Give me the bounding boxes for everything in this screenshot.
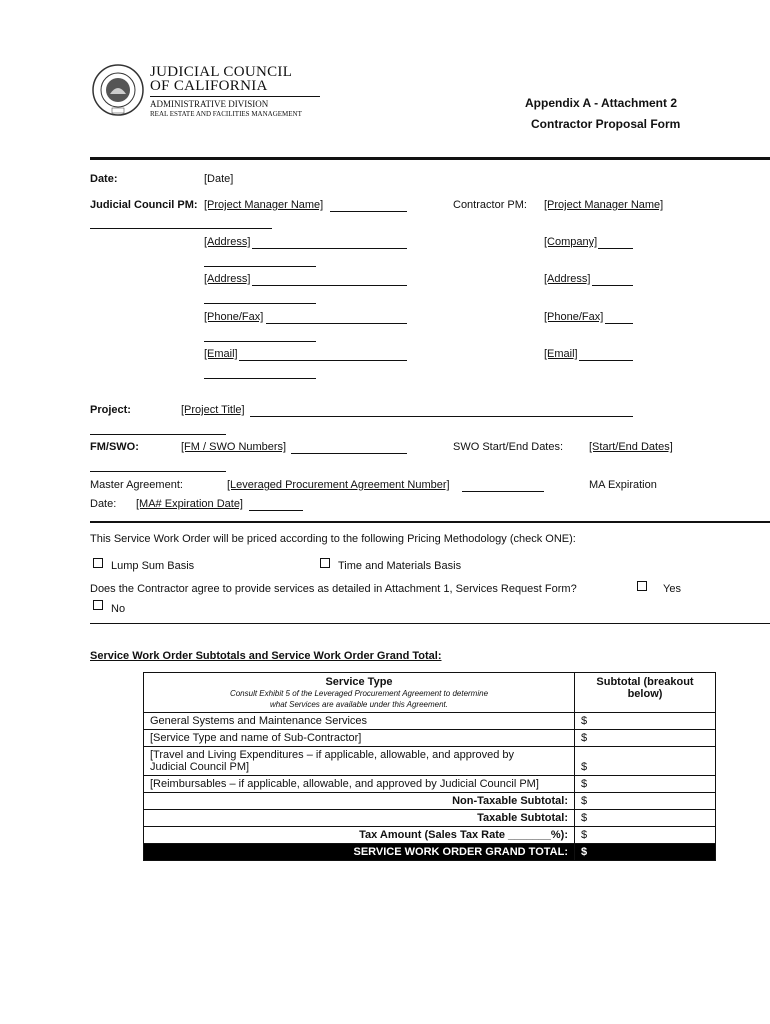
fill-line — [330, 211, 407, 212]
taxable-amount[interactable]: $ — [575, 810, 716, 827]
non-taxable-amount[interactable]: $ — [575, 793, 716, 810]
fmswo-value[interactable]: [FM / SWO Numbers] — [181, 441, 287, 453]
doc-subtitle: Contractor Proposal Form — [531, 117, 681, 131]
grand-total-label: SERVICE WORK ORDER GRAND TOTAL: — [144, 844, 575, 861]
section-divider — [90, 157, 770, 160]
fill-line — [598, 248, 633, 249]
tax-amount-value[interactable]: $ — [575, 827, 716, 844]
fill-line — [250, 416, 633, 417]
table-row — [144, 730, 716, 747]
row-label[interactable]: [Service Type and name of Sub-Contractor] — [144, 730, 575, 747]
fill-line — [249, 510, 303, 511]
contractor-address[interactable]: [Address] — [544, 273, 591, 285]
fill-line — [252, 248, 407, 249]
section-divider — [90, 521, 770, 523]
yes-checkbox[interactable] — [637, 581, 647, 591]
yes-label: Yes — [663, 583, 681, 595]
fill-line — [90, 228, 272, 229]
fill-line — [90, 471, 226, 472]
fill-line — [204, 378, 316, 379]
row-label[interactable] — [144, 747, 575, 776]
jc-address-2[interactable]: [Address] — [204, 273, 251, 285]
tax-amount-label: Tax Amount (Sales Tax Rate _______%): — [144, 827, 575, 844]
row-label-line1: [Travel and Living Expenditures – if applicable, allowable, and approved by — [150, 749, 515, 761]
fill-line — [90, 434, 226, 435]
jc-phone[interactable]: [Phone/Fax] — [204, 311, 264, 323]
fill-line — [462, 491, 544, 492]
service-totals-table — [143, 672, 716, 861]
no-checkbox[interactable] — [93, 600, 103, 610]
fill-line — [204, 341, 316, 342]
org-name-line1: JUDICIAL COUNCIL — [150, 64, 293, 80]
grand-total-amount[interactable]: $ — [575, 844, 716, 861]
swo-dates-value[interactable]: [Start/End Dates] — [589, 441, 673, 453]
contractor-company[interactable]: [Company] — [544, 236, 598, 248]
row-amount[interactable]: $ — [575, 747, 716, 776]
header-rule — [150, 96, 320, 97]
fill-line — [252, 285, 407, 286]
row-label[interactable]: [Reimbursables – if applicable, allowable, and approved by Judicial Council PM] — [144, 776, 575, 793]
jc-email[interactable]: [Email] — [204, 348, 238, 360]
ma-expiration-label: MA Expiration — [589, 479, 657, 491]
row-amount[interactable]: $ — [575, 730, 716, 747]
service-type-header: Service Type — [325, 676, 393, 688]
project-label: Project: — [90, 404, 131, 416]
fill-line — [291, 453, 407, 454]
time-materials-checkbox[interactable] — [320, 558, 330, 568]
contractor-pm-name[interactable]: [Project Manager Name] — [544, 199, 664, 211]
row-amount[interactable]: $ — [575, 776, 716, 793]
contractor-email[interactable]: [Email] — [544, 348, 578, 360]
tax-amount-row — [144, 827, 716, 844]
section-divider — [90, 623, 770, 624]
org-unit: REAL ESTATE AND FACILITIES MANAGEMENT — [150, 110, 302, 118]
judicial-council-seal-icon — [92, 64, 144, 116]
ma-expiration-value[interactable]: [MA# Expiration Date] — [136, 498, 243, 510]
pricing-statement: This Service Work Order will be priced according to the following Pricing Methodology (check ONE): — [90, 533, 576, 545]
taxable-label: Taxable Subtotal: — [144, 810, 575, 827]
table-row — [144, 776, 716, 793]
fill-line — [204, 303, 316, 304]
table-header-row — [144, 673, 716, 713]
fmswo-label: FM/SWO: — [90, 441, 139, 453]
grand-total-row — [144, 844, 716, 861]
date-value[interactable]: [Date] — [204, 173, 234, 185]
master-agreement-value[interactable]: [Leveraged Procurement Agreement Number] — [227, 479, 450, 491]
taxable-row — [144, 810, 716, 827]
contractor-pm-label: Contractor PM: — [453, 199, 527, 211]
org-division: ADMINISTRATIVE DIVISION — [150, 99, 269, 109]
fill-line — [266, 323, 407, 324]
jc-pm-name[interactable]: [Project Manager Name] — [204, 199, 324, 211]
service-type-note-line1: Consult Exhibit 5 of the Leveraged Procurement Agreement to determine — [229, 689, 489, 698]
project-value[interactable]: [Project Title] — [181, 404, 245, 416]
lump-sum-label: Lump Sum Basis — [111, 560, 195, 572]
jc-pm-label: Judicial Council PM: — [90, 199, 198, 211]
row-amount[interactable]: $ — [575, 713, 716, 730]
jc-address-1[interactable]: [Address] — [204, 236, 251, 248]
table-row — [144, 747, 716, 776]
subtotal-header-line2: below) — [627, 688, 663, 700]
date-label: Date: — [90, 173, 118, 185]
totals-section-title: Service Work Order Subtotals and Service Work Order Grand Total: — [90, 650, 442, 662]
lump-sum-checkbox[interactable] — [93, 558, 103, 568]
ma-date-label: Date: — [90, 498, 117, 510]
doc-title: Appendix A - Attachment 2 — [525, 96, 678, 110]
no-label: No — [111, 603, 126, 615]
table-row — [144, 713, 716, 730]
swo-dates-label: SWO Start/End Dates: — [453, 441, 564, 453]
non-taxable-row — [144, 793, 716, 810]
fill-line — [579, 360, 633, 361]
master-agreement-label: Master Agreement: — [90, 479, 183, 491]
row-label-line2: Judicial Council PM] — [150, 761, 250, 773]
time-materials-label: Time and Materials Basis — [338, 560, 462, 572]
org-name-line2: OF CALIFORNIA — [150, 78, 268, 94]
service-type-note-line2: what Services are available under this Agreement. — [269, 700, 449, 709]
subtotal-header-line1: Subtotal (breakout — [596, 676, 694, 688]
agreement-question: Does the Contractor agree to provide services as detailed in Attachment 1, Services Request Form? — [90, 583, 577, 595]
fill-line — [204, 266, 316, 267]
fill-line — [592, 285, 633, 286]
contractor-phone[interactable]: [Phone/Fax] — [544, 311, 604, 323]
fill-line — [239, 360, 407, 361]
non-taxable-label: Non-Taxable Subtotal: — [144, 793, 575, 810]
row-label: General Systems and Maintenance Services — [144, 713, 575, 730]
fill-line — [605, 323, 633, 324]
